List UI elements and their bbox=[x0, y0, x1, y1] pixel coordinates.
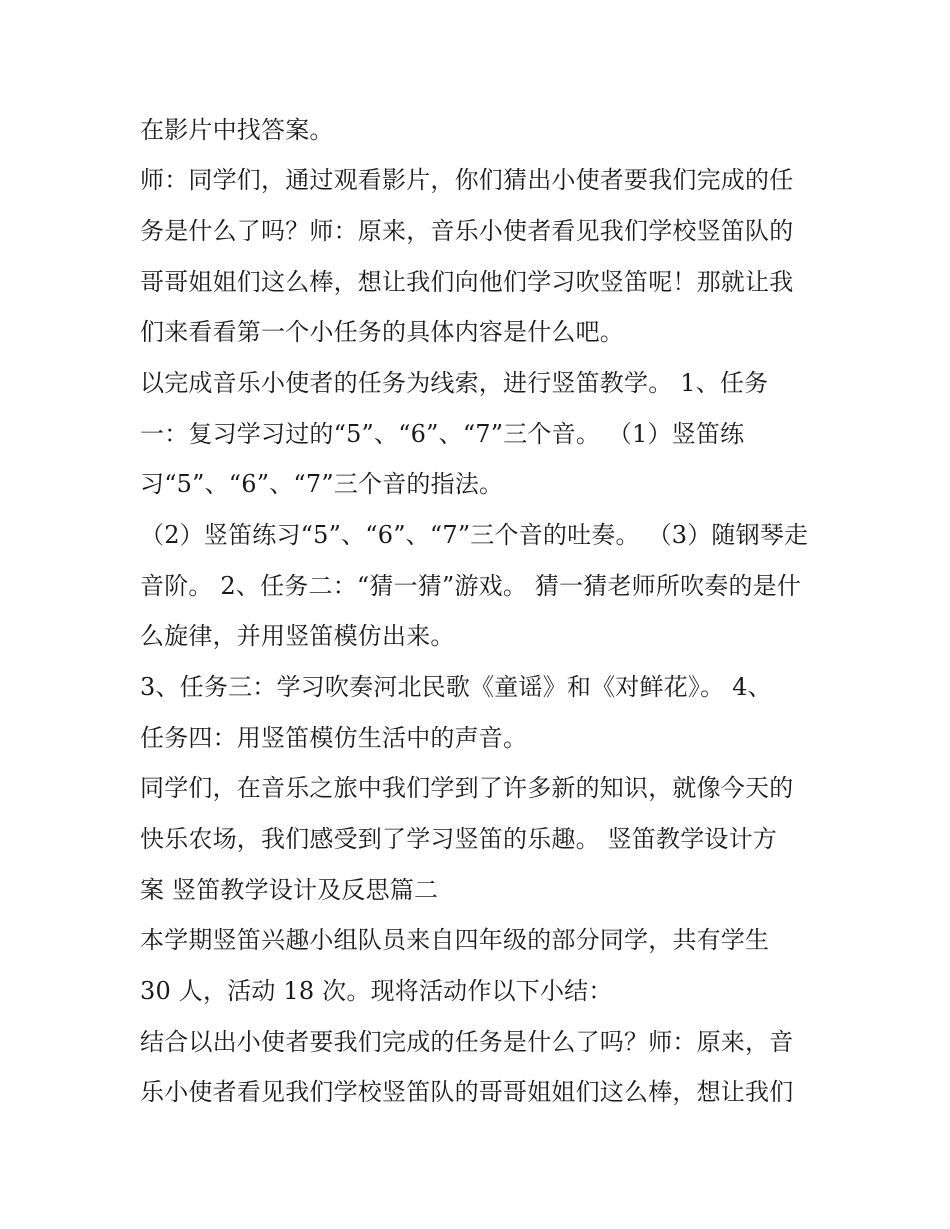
text-line: 哥哥姐姐们这么棒，想让我们向他们学习吹竖笛呢！那就让我 bbox=[140, 268, 794, 296]
text-line: 同学们，在音乐之旅中我们学到了许多新的知识，就像今天的 bbox=[140, 774, 794, 802]
text-line: 30 人，活动 18 次。现将活动作以下小结： bbox=[140, 977, 613, 1005]
text-line: 任务四：用竖笛模仿生活中的声音。 bbox=[140, 724, 528, 752]
text-line: 本学期竖笛兴趣小组队员来自四年级的部分同学，共有学生 bbox=[140, 926, 770, 954]
text-line: 3、任务三：学习吹奏河北民歌《童谣》和《对鲜花》。 4、 bbox=[140, 673, 772, 701]
text-line: 以完成音乐小使者的任务为线索，进行竖笛教学。 1、任务 bbox=[140, 369, 769, 397]
text-line: 么旋律，并用竖笛模仿出来。 bbox=[140, 622, 455, 650]
text-line: 音阶。 2、任务二：“猜一猜”游戏。 猜一猜老师所吹奏的是什 bbox=[140, 572, 802, 600]
text-line: 在影片中找答案。 bbox=[140, 116, 334, 144]
text-line: （2）竖笛练习“5”、“6”、“7”三个音的吐奏。 （3）随钢琴走 bbox=[140, 521, 809, 549]
text-line: 结合以出小使者要我们完成的任务是什么了吗？师：原来，音 bbox=[140, 1028, 794, 1056]
text-line: 案 竖笛教学设计及反思篇二 bbox=[140, 876, 439, 904]
text-line: 务是什么了吗？师：原来，音乐小使者看见我们学校竖笛队的 bbox=[140, 217, 794, 245]
text-line: 习“5”、“6”、“7”三个音的指法。 bbox=[140, 470, 504, 498]
text-line: 乐小使者看见我们学校竖笛队的哥哥姐姐们这么棒，想让我们 bbox=[140, 1078, 794, 1106]
text-line: 快乐农场，我们感受到了学习竖笛的乐趣。 竖笛教学设计方 bbox=[140, 825, 778, 853]
text-line: 一：复习学习过的“5”、“6”、“7”三个音。 （1）竖笛练 bbox=[140, 420, 745, 448]
text-line: 们来看看第一个小任务的具体内容是什么吧。 bbox=[140, 318, 624, 346]
text-line: 师：同学们，通过观看影片，你们猜出小使者要我们完成的任 bbox=[140, 166, 794, 194]
